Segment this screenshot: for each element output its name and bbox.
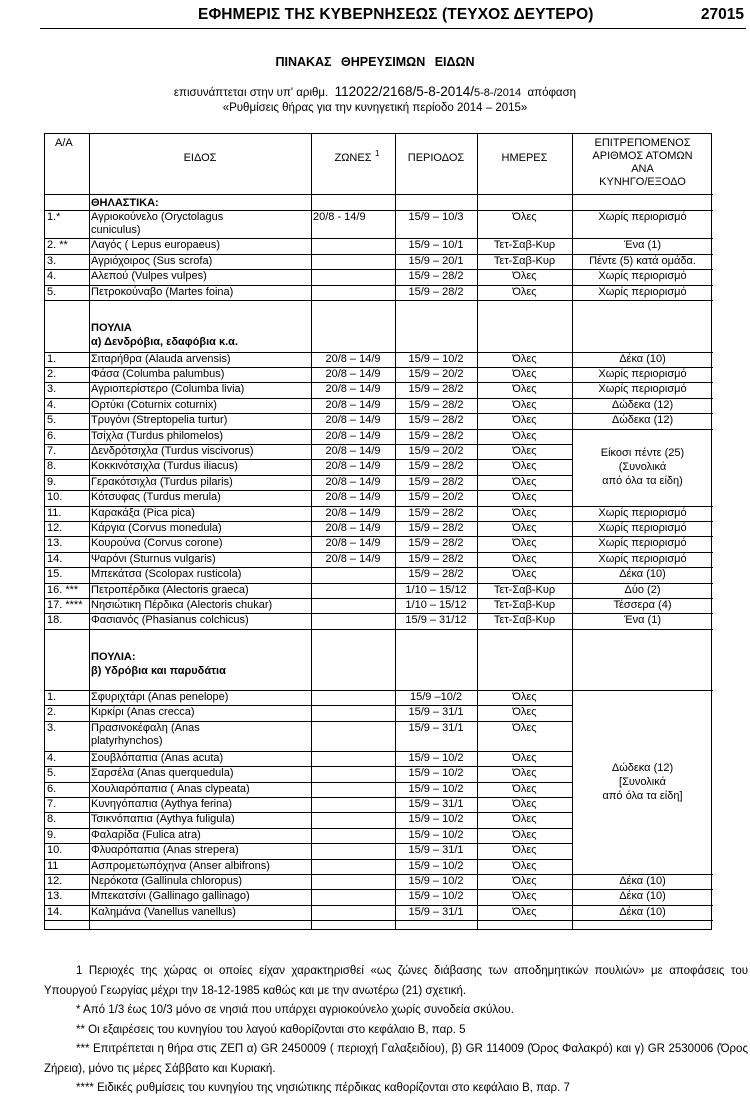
row-species: Γερακότσιχλα (Turdus pilaris) <box>91 475 233 488</box>
row-species: Σαρσέλα (Anas querquedula) <box>91 767 234 780</box>
row-days: Όλες <box>512 383 537 396</box>
row-species: Μπεκατσίνι (Gallinago gallinago) <box>91 890 250 903</box>
intro-suffix: απόφαση <box>527 87 577 99</box>
water-group-limit: από όλα τα είδη] <box>602 790 683 802</box>
row-species: Φάσα (Columba palumbus) <box>91 367 225 380</box>
row-allowed: Δέκα (10) <box>619 875 666 887</box>
header-allowed-line: ΕΠΙΤΡΕΠΟΜΕΝΟΣ <box>594 137 691 149</box>
page-number: 27015 <box>700 6 744 23</box>
row-allowed: Χωρίς περιορισμό <box>598 537 687 550</box>
row-zones: 20/8 – 14/9 <box>325 506 381 519</box>
section-birds-a-sub: α) Δενδρόβια, εδαφόβια κ.α. <box>91 336 238 348</box>
row-species: Φλυαρόπαπια (Anas strepera) <box>91 844 239 857</box>
row-aa: 5. <box>47 285 57 298</box>
row-days: Όλες <box>512 475 537 488</box>
row-species: Δενδρότσιχλα (Turdus viscivorus) <box>91 444 254 457</box>
section-birds-a: ΠΟΥΛΙΑ <box>91 322 132 334</box>
row-period: 15/9 – 28/2 <box>408 429 464 442</box>
row-period: 15/9 – 28/2 <box>408 285 464 298</box>
header-days: ΗΜΕΡΕΣ <box>501 152 548 164</box>
row-species: cuniculus) <box>91 224 141 236</box>
row-aa: 11. <box>47 506 62 519</box>
footnote-4star: **** Ειδικές ρυθμίσεις του κυνηγίου της νησιώτικης πέρδικας καθορίζονται στο κεφάλαιο Β, παρ. 7 <box>76 1082 570 1094</box>
water-group-limit: [Συνολικά <box>619 776 666 788</box>
row-aa: 2. ** <box>47 239 68 252</box>
row-period: 15/9 – 31/1 <box>408 706 464 719</box>
row-species: Κουρούνα (Corvus corone) <box>91 537 223 550</box>
row-period: 15/9 – 28/2 <box>408 398 464 411</box>
row-period: 15/9 – 10/2 <box>408 782 464 795</box>
row-aa: 10. <box>47 491 63 504</box>
row-period: 15/9 – 10/2 <box>408 890 464 903</box>
row-species: Τσίχλα (Turdus philomelos) <box>91 429 224 442</box>
row-days: Όλες <box>512 813 537 826</box>
row-species: Ψαρόνι (Sturnus vulgaris) <box>91 552 216 565</box>
row-period: 1/10 – 15/12 <box>405 583 467 596</box>
row-days: Όλες <box>512 844 537 857</box>
row-period: 15/9 – 20/2 <box>408 367 464 380</box>
row-aa: 11 <box>47 859 59 872</box>
row-zones: 20/8 – 14/9 <box>325 367 381 380</box>
row-aa: 6. <box>47 782 57 795</box>
row-allowed: Χωρίς περιορισμό <box>598 285 687 298</box>
thrush-group-limit: (Συνολικά <box>618 461 667 473</box>
row-period: 15/9 – 10/2 <box>408 828 464 841</box>
row-days: Όλες <box>512 270 537 283</box>
row-species: Μπεκάτσα (Scolopax rusticola) <box>91 568 242 581</box>
row-allowed: Χωρίς περιορισμό <box>598 383 687 396</box>
header-period: ΠΕΡΙΟΔΟΣ <box>407 152 465 164</box>
row-zones: 20/8 – 14/9 <box>325 521 381 534</box>
row-allowed: Χωρίς περιορισμό <box>598 270 687 283</box>
row-period: 15/9 – 28/2 <box>408 537 464 550</box>
row-aa: 1. <box>47 691 57 703</box>
row-species: Καλημάνα (Vanellus vanellus) <box>91 905 236 918</box>
row-allowed: Τέσσερα (4) <box>613 598 672 611</box>
row-days: Όλες <box>512 568 537 581</box>
row-days: Όλες <box>512 875 537 887</box>
row-days: Όλες <box>512 537 537 550</box>
row-aa: 14. <box>47 905 63 918</box>
row-period: 15/9 – 10/2 <box>408 875 464 887</box>
row-days: Όλες <box>512 798 537 810</box>
row-allowed: Δύο (2) <box>624 583 661 596</box>
row-allowed: Δέκα (10) <box>619 890 666 903</box>
row-aa: 7. <box>47 444 57 457</box>
row-days: Τετ-Σαβ-Κυρ <box>493 614 556 627</box>
footnotes <box>44 962 748 1099</box>
row-aa: 4. <box>47 398 57 411</box>
row-aa: 5. <box>47 767 57 780</box>
thrush-group-limit: Είκοσι πέντε (25) <box>600 447 685 459</box>
intro-prefix: επισυνάπτεται στην υπ' αριθμ. <box>173 87 329 99</box>
row-aa: 14. <box>47 552 63 565</box>
row-aa: 12. <box>47 521 63 534</box>
row-species: Λαγός ( Lepus europaeus) <box>91 239 221 252</box>
row-species: Αλεπού (Vulpes vulpes) <box>91 270 207 283</box>
row-aa: 1. <box>47 352 57 365</box>
row-zones: 20/8 - 14/9 <box>313 211 366 223</box>
row-allowed: Δώδεκα (12) <box>611 398 674 411</box>
intro-line-1 <box>0 84 750 99</box>
row-days: Όλες <box>512 828 537 841</box>
row-aa: 8. <box>47 460 57 473</box>
row-days: Όλες <box>512 721 537 734</box>
row-species: Νησιώτικη Πέρδικα (Alectoris chukar) <box>91 598 273 611</box>
row-aa: 8. <box>47 813 57 826</box>
row-zones: 20/8 – 14/9 <box>325 460 381 473</box>
row-period: 15/9 – 10/2 <box>408 767 464 780</box>
row-period: 15/9 – 31/1 <box>408 844 464 857</box>
row-period: 15/9 – 28/2 <box>408 383 464 396</box>
header-zones: ΖΩΝΕΣ <box>334 152 372 164</box>
row-divider <box>45 300 713 301</box>
row-period: 15/9 – 31/1 <box>408 721 464 734</box>
row-aa: 17. **** <box>47 598 83 611</box>
row-days: Όλες <box>512 285 537 298</box>
row-species: Πετροπέρδικα (Alectoris graeca) <box>91 583 249 596</box>
row-days: Όλες <box>512 767 537 780</box>
row-species: Πρασινοκέφαλη (Anas <box>91 721 200 734</box>
row-zones: 20/8 – 14/9 <box>325 414 381 427</box>
row-species: Κοκκινότσιχλα (Turdus iliacus) <box>91 460 238 473</box>
decision-number: 112022/2168/5-8-2014/ <box>334 84 475 99</box>
row-days: Τετ-Σαβ-Κυρ <box>493 254 556 267</box>
row-allowed: Ένα (1) <box>624 239 661 252</box>
row-species: Αγριοκούνελο (Oryctolagus <box>91 211 224 223</box>
row-species: Κάργια (Corvus monedula) <box>91 521 222 534</box>
row-aa: 4. <box>47 270 57 283</box>
row-aa: 5. <box>47 414 57 427</box>
page-header <box>40 6 746 29</box>
row-species: Κιρκίρι (Anas crecca) <box>91 706 195 719</box>
section-birds-b: ΠΟΥΛΙΑ: <box>91 651 136 663</box>
row-days: Όλες <box>512 211 537 223</box>
row-aa: 4. <box>47 751 57 764</box>
row-aa: 18. <box>47 614 63 627</box>
row-species: Καρακάξα (Pica pica) <box>91 506 195 519</box>
row-divider <box>45 629 713 630</box>
row-species: Σιταρήθρα (Alauda arvensis) <box>91 352 231 365</box>
row-species: Τσικνόπαπια (Aythya fuligula) <box>91 813 235 826</box>
row-days: Όλες <box>512 552 537 565</box>
row-days: Όλες <box>512 782 537 795</box>
row-zones: 20/8 – 14/9 <box>325 429 381 442</box>
row-aa: 16. *** <box>47 583 79 596</box>
section-mammals: ΘΗΛΑΣΤΙΚΑ: <box>91 197 159 209</box>
row-species: Κυνηγόπαπια (Aythya ferina) <box>91 798 233 810</box>
row-zones: 20/8 – 14/9 <box>325 475 381 488</box>
row-period: 15/9 – 28/2 <box>408 460 464 473</box>
row-period: 15/9 – 28/2 <box>408 414 464 427</box>
row-aa: 2. <box>47 706 57 719</box>
row-aa: 9. <box>47 828 57 841</box>
row-period: 15/9 – 10/2 <box>408 813 464 826</box>
row-days: Όλες <box>512 367 537 380</box>
row-allowed: Χωρίς περιορισμό <box>598 506 687 519</box>
header-allowed-line: ΑΝΑ <box>631 163 654 175</box>
row-days: Όλες <box>512 429 537 442</box>
row-days: Όλες <box>512 460 537 473</box>
footnote-star: * Από 1/3 έως 10/3 μόνο σε νησιά που υπάρχει αγριοκούνελο χωρίς συνοδεία σκύλου. <box>76 1004 514 1016</box>
row-period: 15/9 – 20/2 <box>408 444 464 457</box>
row-days: Όλες <box>512 706 537 719</box>
row-days: Όλες <box>512 398 537 411</box>
intro-line-2: «Ρυθμίσεις θήρας για την κυνηγετική περίοδο 2014 – 2015» <box>222 102 528 114</box>
row-days: Όλες <box>512 890 537 903</box>
header-aa: Α/Α <box>55 137 73 149</box>
row-species: Αγριόχοιρος (Sus scrofa) <box>91 254 213 267</box>
footnote-2star: ** Οι εξαιρέσεις του κυνηγίου του λαγού καθορίζονται στο κεφάλαιο Β, παρ. 5 <box>76 1023 466 1036</box>
footnote-1: 1 Περιοχές της χώρας οι οποίες είχαν χαρακτηρισθεί «ως ζώνες διάβασης των αποδημητικών πουλιών» με αποφάσεις του Υπουργού Γεωργίας μέχρι την 18-12-1985 καθώς και με την ανωτέρω (21) σχετική. <box>44 965 748 997</box>
row-period: 15/9 – 20/1 <box>408 254 464 267</box>
row-period: 15/9 – 10/1 <box>408 239 464 252</box>
row-days: Όλες <box>512 444 537 457</box>
row-zones: 20/8 – 14/9 <box>325 537 381 550</box>
row-days: Όλες <box>512 751 537 764</box>
row-days: Τετ-Σαβ-Κυρ <box>493 239 556 252</box>
row-aa: 12. <box>47 875 63 887</box>
row-aa: 10. <box>47 844 63 857</box>
row-species: Ασπρομετωπόχηνα (Anser albifrons) <box>91 859 270 872</box>
document-title: ΠΙΝΑΚΑΣ ΘΗΡΕΥΣΙΜΩΝ ΕΙΔΩΝ <box>275 55 475 69</box>
row-divider <box>45 920 713 921</box>
row-days: Όλες <box>512 691 537 703</box>
row-allowed: Δέκα (10) <box>619 352 666 365</box>
row-allowed: Δέκα (10) <box>619 568 666 581</box>
row-aa: 6. <box>47 429 57 442</box>
row-period: 15/9 – 31/1 <box>408 798 464 810</box>
row-period: 15/9 – 10/2 <box>408 352 464 365</box>
gazette-title: ΕΦΗΜΕΡΙΣ ΤΗΣ ΚΥΒΕΡΝΗΣΕΩΣ (ΤΕΥΧΟΣ ΔΕΥΤΕΡΟ) <box>198 6 594 23</box>
row-aa: 13. <box>47 890 63 903</box>
header-allowed-line: ΑΡΙΘΜΟΣ ΑΤΟΜΩΝ <box>592 150 693 162</box>
row-zones: 20/8 – 14/9 <box>325 491 381 504</box>
row-species: Χουλιαρόπαπια ( Anas clypeata) <box>91 782 250 795</box>
row-allowed: Χωρίς περιορισμό <box>598 552 687 565</box>
row-days: Όλες <box>512 414 537 427</box>
row-days: Όλες <box>512 521 537 534</box>
row-aa: 13. <box>47 537 63 550</box>
row-period: 15/9 – 31/1 <box>408 905 464 918</box>
row-period: 15/9 – 20/2 <box>408 491 464 504</box>
water-group-limit: Δώδεκα (12) <box>611 762 674 774</box>
row-species: Τρυγόνι (Streptopelia turtur) <box>91 414 228 427</box>
row-aa: 1.* <box>47 211 61 223</box>
row-species: Σφυριχτάρι (Anas penelope) <box>91 691 229 703</box>
row-days: Όλες <box>512 491 537 504</box>
row-species: Σουβλόπαπια (Anas acuta) <box>91 751 224 764</box>
header-allowed-line: ΚΥΝΗΓΟ/ΕΞΟΔΟ <box>599 176 686 188</box>
row-allowed: Χωρίς περιορισμό <box>598 521 687 534</box>
thrush-group-limit: από όλα τα είδη) <box>602 475 683 487</box>
row-period: 15/9 – 28/2 <box>408 521 464 534</box>
row-species: platyrhynchos) <box>91 734 163 747</box>
row-species: Πετροκούναβο (Martes foina) <box>91 285 234 298</box>
row-period: 15/9 – 28/2 <box>408 475 464 488</box>
section-birds-b-sub: β) Υδρόβια και παρυδάτια <box>91 665 226 677</box>
header-zones-superscript: 1 <box>375 149 380 158</box>
row-aa: 2. <box>47 367 57 380</box>
header-species: ΕΙΔΟΣ <box>183 152 217 164</box>
row-period: 15/9 – 28/2 <box>408 270 464 283</box>
row-aa: 7. <box>47 798 57 810</box>
row-species: Νερόκοτα (Gallinula chloropus) <box>91 875 243 887</box>
row-aa: 3. <box>47 383 57 396</box>
row-allowed: Δέκα (10) <box>619 905 666 918</box>
row-days: Όλες <box>512 859 537 872</box>
row-period: 15/9 – 10/3 <box>408 211 464 223</box>
row-aa: 9. <box>47 475 57 488</box>
row-zones: 20/8 – 14/9 <box>325 444 381 457</box>
row-zones: 20/8 – 14/9 <box>325 552 381 565</box>
footnote-3star: *** Επιτρέπεται η θήρα στις ΖΕΠ α) GR 2450009 ( περιοχή Γαλαξειδίου), β) GR 114009 (Όρος Φαλακρό) και γ) GR 2530006 (Όρος Ζήρεια), μόνο τις μέρες Σάββατο και Κυριακή. <box>44 1043 748 1075</box>
row-allowed: Πέντε (5) κατά ομάδα. <box>589 254 696 267</box>
row-species: Φαλαρίδα (Fulica atra) <box>91 828 201 841</box>
row-aa: 3. <box>47 254 57 267</box>
row-zones: 20/8 – 14/9 <box>325 383 381 396</box>
row-allowed: Χωρίς περιορισμό <box>598 211 687 223</box>
row-days: Τετ-Σαβ-Κυρ <box>493 583 556 596</box>
decision-date: 5-8-/2014 <box>474 87 522 99</box>
game-species-table <box>44 133 712 930</box>
row-period: 15/9 – 28/2 <box>408 506 464 519</box>
row-days: Όλες <box>512 506 537 519</box>
row-period: 15/9 –10/2 <box>410 691 462 703</box>
row-zones: 20/8 – 14/9 <box>325 398 381 411</box>
row-aa: 3. <box>47 721 57 734</box>
row-period: 15/9 – 10/2 <box>408 859 464 872</box>
row-species: Ορτύκι (Coturnix coturnix) <box>91 398 217 411</box>
row-period: 1/10 – 15/12 <box>405 598 467 611</box>
row-days: Όλες <box>512 905 537 918</box>
row-period: 15/9 – 28/2 <box>408 552 464 565</box>
row-zones: 20/8 – 14/9 <box>325 352 381 365</box>
row-species: Κότσυφας (Turdus merula) <box>91 491 221 504</box>
row-aa: 15. <box>47 568 63 581</box>
row-period: 15/9 – 10/2 <box>408 751 464 764</box>
row-divider <box>45 194 713 195</box>
row-species: Φασιανός (Phasianus colchicus) <box>91 614 249 627</box>
row-allowed: Χωρίς περιορισμό <box>598 367 687 380</box>
row-days: Τετ-Σαβ-Κυρ <box>493 598 556 611</box>
row-allowed: Ένα (1) <box>624 614 661 627</box>
row-period: 15/9 – 31/12 <box>405 614 467 627</box>
row-days: Όλες <box>512 352 537 365</box>
row-period: 15/9 – 28/2 <box>408 568 464 581</box>
row-species: Αγριοπερίστερο (Columba livia) <box>91 383 245 396</box>
row-allowed: Δώδεκα (12) <box>611 414 674 427</box>
